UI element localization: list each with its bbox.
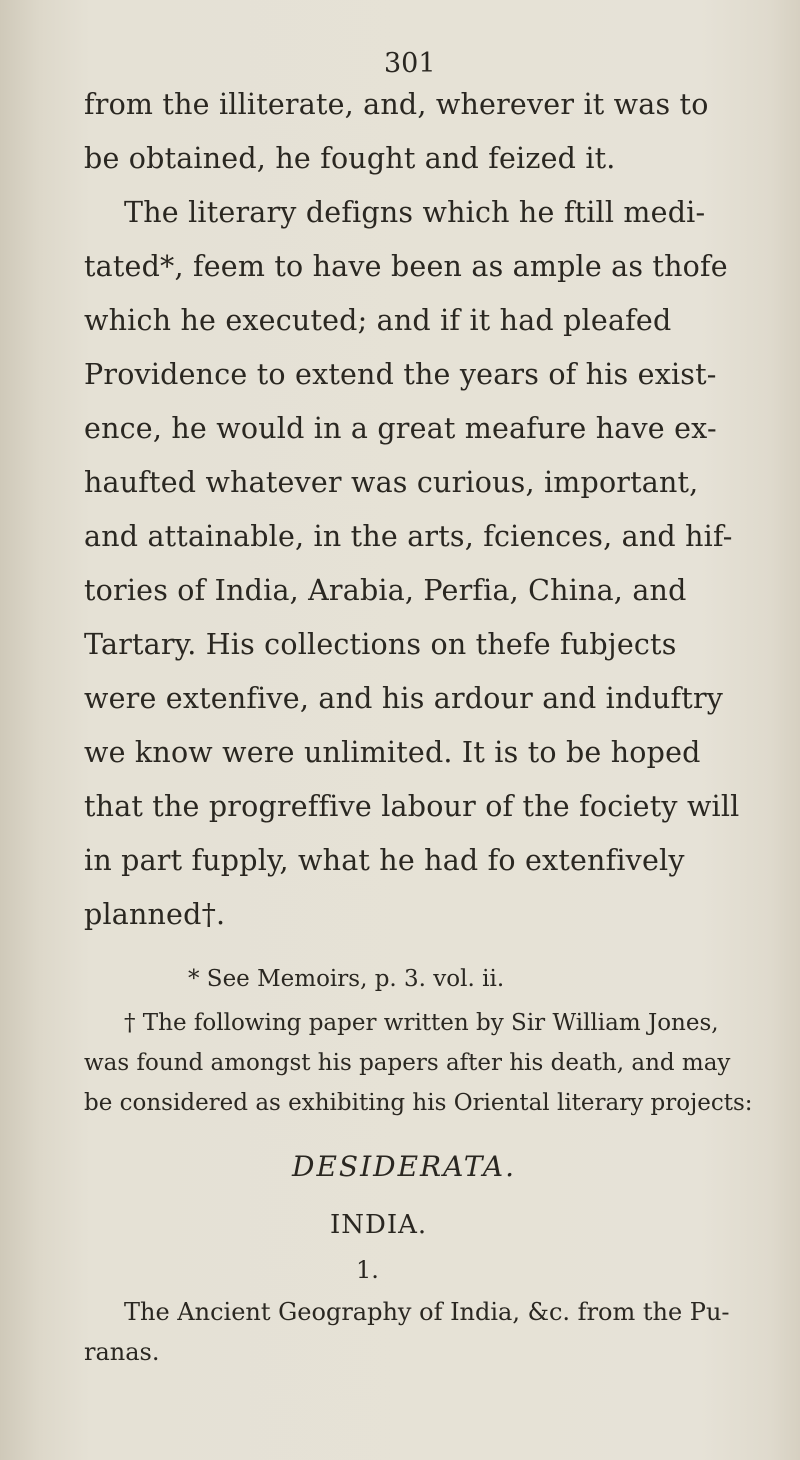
body-line: and attainable, in the arts, fciences, and hif- <box>84 520 733 553</box>
footnote-paper-line: was found amongst his papers after his death, and may <box>84 1050 731 1076</box>
page-number: 301 <box>384 48 436 79</box>
body-line: in part fupply, what he had fo extenfively <box>84 844 685 877</box>
body-line: be obtained, he fought and feized it. <box>84 142 616 175</box>
body-line: ence, he would in a great meafure have ex- <box>84 412 717 445</box>
body-line: Tartary. His collections on thefe fubjects <box>84 628 677 661</box>
body-line: tories of India, Arabia, Perfia, China, and <box>84 574 687 607</box>
body-line: planned†. <box>84 898 226 931</box>
body-line: we know were unlimited. It is to be hoped <box>84 736 701 769</box>
footnote-memoirs: * See Memoirs, p. 3. vol. ii. <box>188 966 505 992</box>
desiderata-title: DESIDERATA. <box>292 1150 517 1183</box>
body-line: Providence to extend the years of his exist- <box>84 358 717 391</box>
body-line: The literary defigns which he ftill medi- <box>124 196 706 229</box>
body-line: were extenfive, and his ardour and induftry <box>84 682 724 715</box>
region-heading: INDIA. <box>330 1210 428 1240</box>
body-line: tated*, feem to have been as ample as thofe <box>84 250 728 283</box>
desiderata-item-line: ranas. <box>84 1338 160 1366</box>
footnote-paper-line: be considered as exhibiting his Oriental literary projects: <box>84 1090 753 1116</box>
body-line: which he executed; and if it had pleafed <box>84 304 672 337</box>
desiderata-item-line: The Ancient Geography of India, &c. from the Pu- <box>124 1298 730 1326</box>
body-line: haufted whatever was curious, important, <box>84 466 699 499</box>
body-line: that the progreffive labour of the fociety will <box>84 790 740 823</box>
body-line: from the illiterate, and, wherever it was to <box>84 88 709 121</box>
footnote-paper-line: † The following paper written by Sir William Jones, <box>124 1010 719 1036</box>
item-number: 1. <box>356 1256 379 1284</box>
